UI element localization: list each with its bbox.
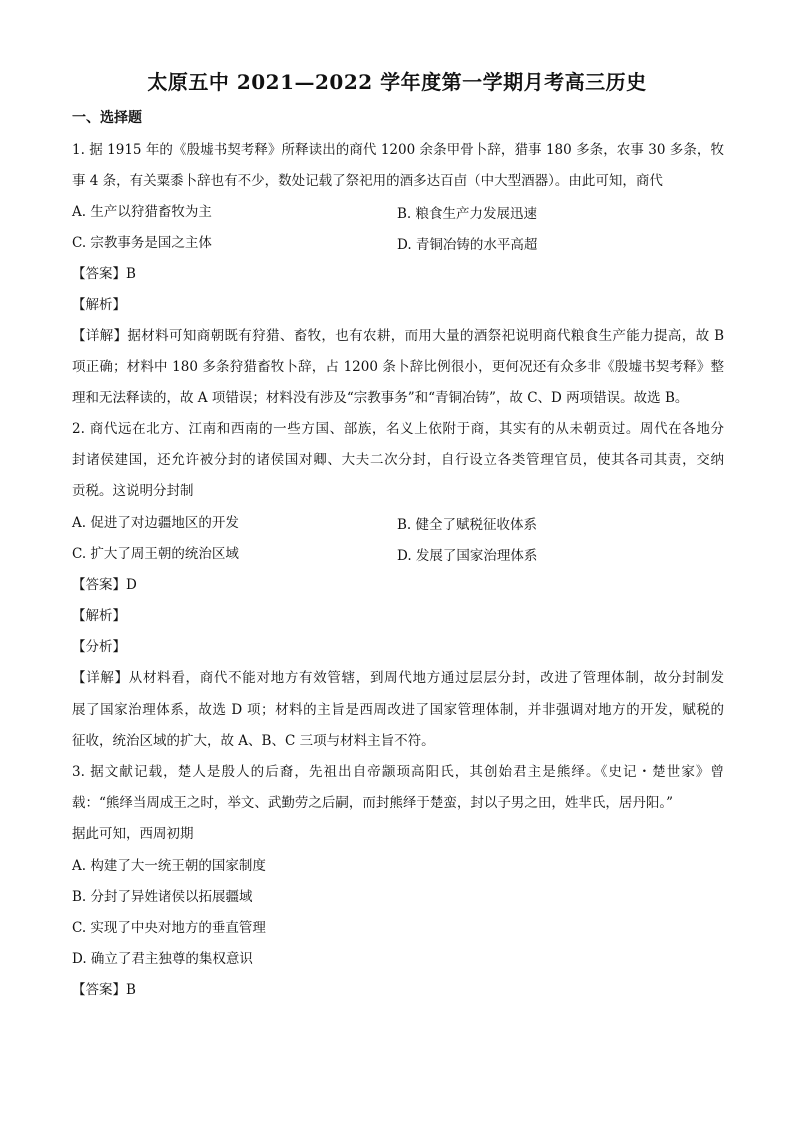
q3-stem-line-2: 载：“熊绎当周成王之时，举文、武勤劳之后嗣，而封熊绎于楚蛮，封以子男之田，姓芈氏，居丹阳。” xyxy=(72,795,674,811)
q2-detail-line-1: 【详解】从材料看，商代不能对地方有效管辖，到周代地方通过层层分封，改进了管理体制，故分封制发 xyxy=(72,670,724,686)
q3-option-c: C. 实现了中央对地方的垂直管理 xyxy=(72,920,266,936)
q1-option-a: A. 生产以狩猎畜牧为主 xyxy=(72,204,212,220)
q3-option-b: B. 分封了异姓诸侯以拓展疆域 xyxy=(72,889,253,905)
q2-stem-line-1: 2. 商代远在北方、江南和西南的一些方国、部族，名义上依附于商，其实有的从未朝贡过。周代在各地分 xyxy=(72,421,724,437)
q2-answer: 【答案】D xyxy=(72,577,137,593)
q2-stem-line-2: 封诸侯建国，还允许被分封的诸侯国对卿、大夫二次分封，自行设立各类管理官员，使其各司其责，交纳 xyxy=(72,452,724,468)
q2-option-d: D. 发展了国家治理体系 xyxy=(397,548,538,564)
q2-option-b: B. 健全了赋税征收体系 xyxy=(397,517,538,533)
q1-option-b: B. 粮食生产力发展迅速 xyxy=(397,206,538,222)
q1-stem-line-2: 事 4 条，有关粟黍卜辞也有不少，数处记载了祭祀用的酒多达百卣（中大型酒器）。由此可知，商代 xyxy=(72,173,663,189)
q3-option-d: D. 确立了君主独尊的集权意识 xyxy=(72,951,253,967)
q3-stem-line-1: 3. 据文献记载，楚人是殷人的后裔，先祖出自帝颛顼高阳氏，其创始君主是熊绎。《史记・楚世家》曾 xyxy=(72,764,724,780)
q2-fenxi-label: 【分析】 xyxy=(72,639,126,655)
q2-analysis-label: 【解析】 xyxy=(72,608,126,624)
q1-detail-line-3: 理和无法释读的，故 A 项错误；材料没有涉及“宗教事务”和“青铜冶铸”，故 C、D 两项错误。故选 B。 xyxy=(72,390,689,406)
q1-analysis-label: 【解析】 xyxy=(72,297,126,313)
q3-option-a: A. 构建了大一统王朝的国家制度 xyxy=(72,858,266,874)
page-title: 太原五中 2021—2022 学年度第一学期月考高三历史 xyxy=(147,70,647,94)
q3-answer: 【答案】B xyxy=(72,982,136,998)
q1-detail-line-2: 项正确；材料中 180 多条狩猎畜牧卜辞，占 1200 条卜辞比例很小，更何况还有众多非《殷墟书契考释》整 xyxy=(72,359,724,375)
q2-option-a: A. 促进了对边疆地区的开发 xyxy=(72,515,239,531)
q1-answer: 【答案】B xyxy=(72,266,136,282)
q1-stem-line-1: 1. 据 1915 年的《殷墟书契考释》所释读出的商代 1200 余条甲骨卜辞，猎事 180 多条，农事 30 多条，牧 xyxy=(72,142,724,158)
q1-detail-line-1: 【详解】据材料可知商朝既有狩猎、畜牧，也有农耕，而用大量的酒祭祀说明商代粮食生产能力提高，故 B xyxy=(72,328,724,344)
q2-stem-line-3: 贡税。这说明分封制 xyxy=(72,483,194,499)
q1-option-c: C. 宗教事务是国之主体 xyxy=(72,235,212,251)
q2-detail-line-2: 展了国家治理体系，故选 D 项；材料的主旨是西周改进了国家管理体制，并非强调对地方的开发，赋税的 xyxy=(72,702,724,718)
q2-detail-line-3: 征收，统治区域的扩大，故 A、B、C 三项与材料主旨不符。 xyxy=(72,733,435,749)
section-heading: 一、选择题 xyxy=(72,110,142,126)
q2-option-c: C. 扩大了周王朝的统治区域 xyxy=(72,546,239,562)
q1-option-d: D. 青铜冶铸的水平高超 xyxy=(397,237,538,253)
q3-stem-line-3: 据此可知，西周初期 xyxy=(72,826,194,842)
